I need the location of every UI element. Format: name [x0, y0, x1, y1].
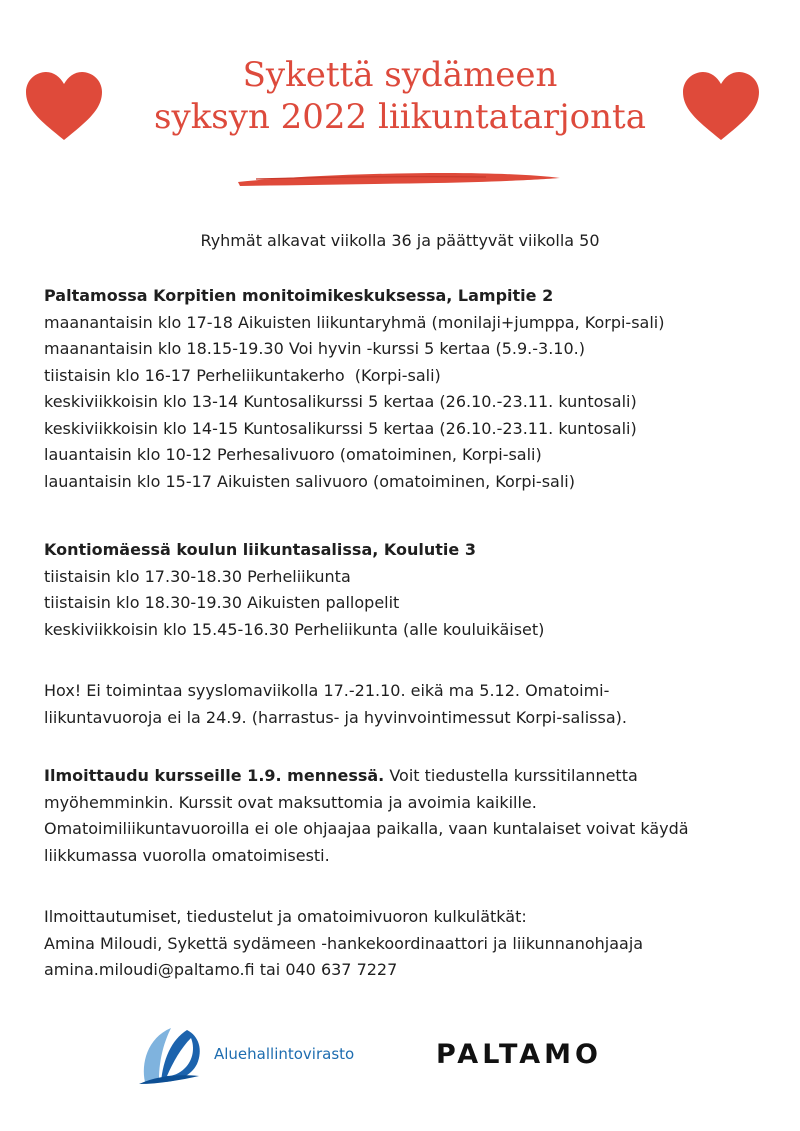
registration-line-rest: Voit tiedustella kurssitilannetta [384, 766, 638, 785]
schedule-line: tiistaisin klo 17.30-18.30 Perheliikunta [44, 566, 351, 586]
paltamo-logo: PALTAMO [436, 1039, 602, 1070]
avi-emblem-icon [137, 1024, 203, 1086]
registration-line: myöhemminkin. Kurssit ovat maksuttomia ja avoimia kaikille. [44, 792, 537, 812]
schedule-line: keskiviikkoisin klo 14-15 Kuntosalikurssi 5 kertaa (26.10.-23.11. kuntosali) [44, 418, 637, 438]
registration-line [44, 763, 784, 790]
schedule-line: maanantaisin klo 18.15-19.30 Voi hyvin -kurssi 5 kertaa (5.9.-3.10.) [44, 339, 585, 358]
schedule-line: lauantaisin klo 10-12 Perhesalivuoro (omatoiminen, Korpi-sali) [44, 445, 542, 464]
heart-icon-left [24, 72, 104, 142]
schedule-line: keskiviikkoisin klo 13-14 Kuntosalikurssi 5 kertaa (26.10.-23.11. kuntosali) [44, 392, 637, 411]
registration-line: Omatoimiliikuntavuoroilla ei ole ohjaajaa paikalla, vaan kuntalaiset voivat käydä [44, 819, 689, 838]
notice-paragraph [44, 678, 784, 731]
schedule-line: tiistaisin klo 18.30-19.30 Aikuisten pallopelit [44, 593, 400, 612]
schedule-line: tiistaisin klo 16-17 Perheliikuntakerho (Korpi-sali) [44, 365, 441, 385]
schedule-line: maanantaisin klo 17-18 Aikuisten liikuntaryhmä (monilaji+jumppa, Korpi-sali) [44, 312, 665, 332]
brush-stroke-divider [236, 170, 562, 188]
schedule-line: keskiviikkoisin klo 15.45-16.30 Perheliikunta (alle kouluikäiset) [44, 619, 545, 639]
paltamo-heading: Paltamossa Korpitien monitoimikeskuksessa, Lampitie 2 [44, 286, 554, 305]
intro-text: Ryhmät alkavat viikolla 36 ja päättyvät viikolla 50 [200, 231, 600, 250]
aluehallintovirasto-logo [137, 1024, 397, 1086]
notice-line: liikuntavuoroja ei la 24.9. (harrastus- ja hyvinvointimessut Korpi-salissa). [44, 707, 627, 727]
schedule-line: lauantaisin klo 15-17 Aikuisten salivuoro (omatoiminen, Korpi-sali) [44, 471, 575, 491]
registration-deadline: Ilmoittaudu kursseille 1.9. mennessä. [44, 766, 385, 785]
registration-line: liikkumassa vuorolla omatoimisesti. [44, 845, 330, 865]
title-line-2: syksyn 2022 liikuntatarjonta [154, 97, 646, 137]
kontiomaki-heading: Kontiomäessä koulun liikuntasalissa, Koulutie 3 [44, 540, 476, 559]
page-title [100, 54, 700, 138]
notice-line: Hox! Ei toimintaa syyslomaviikolla 17.-21.10. eikä ma 5.12. Omatoimi- [44, 681, 610, 700]
contact-line: Amina Miloudi, Sykettä sydämeen -hankekoordinaattori ja liikunnanohjaaja [44, 933, 644, 953]
contact-paragraph [44, 904, 784, 984]
registration-paragraph [44, 763, 784, 869]
contact-email-phone: amina.miloudi@paltamo.fi tai 040 637 7227 [44, 960, 398, 979]
avi-label: Aluehallintovirasto [214, 1045, 355, 1063]
title-line-1: Sykettä sydämeen [242, 55, 558, 95]
contact-line: Ilmoittautumiset, tiedustelut ja omatoimivuoron kulkulätkät: [44, 907, 527, 926]
kontiomaki-section [44, 537, 784, 643]
paltamo-section [44, 283, 784, 495]
